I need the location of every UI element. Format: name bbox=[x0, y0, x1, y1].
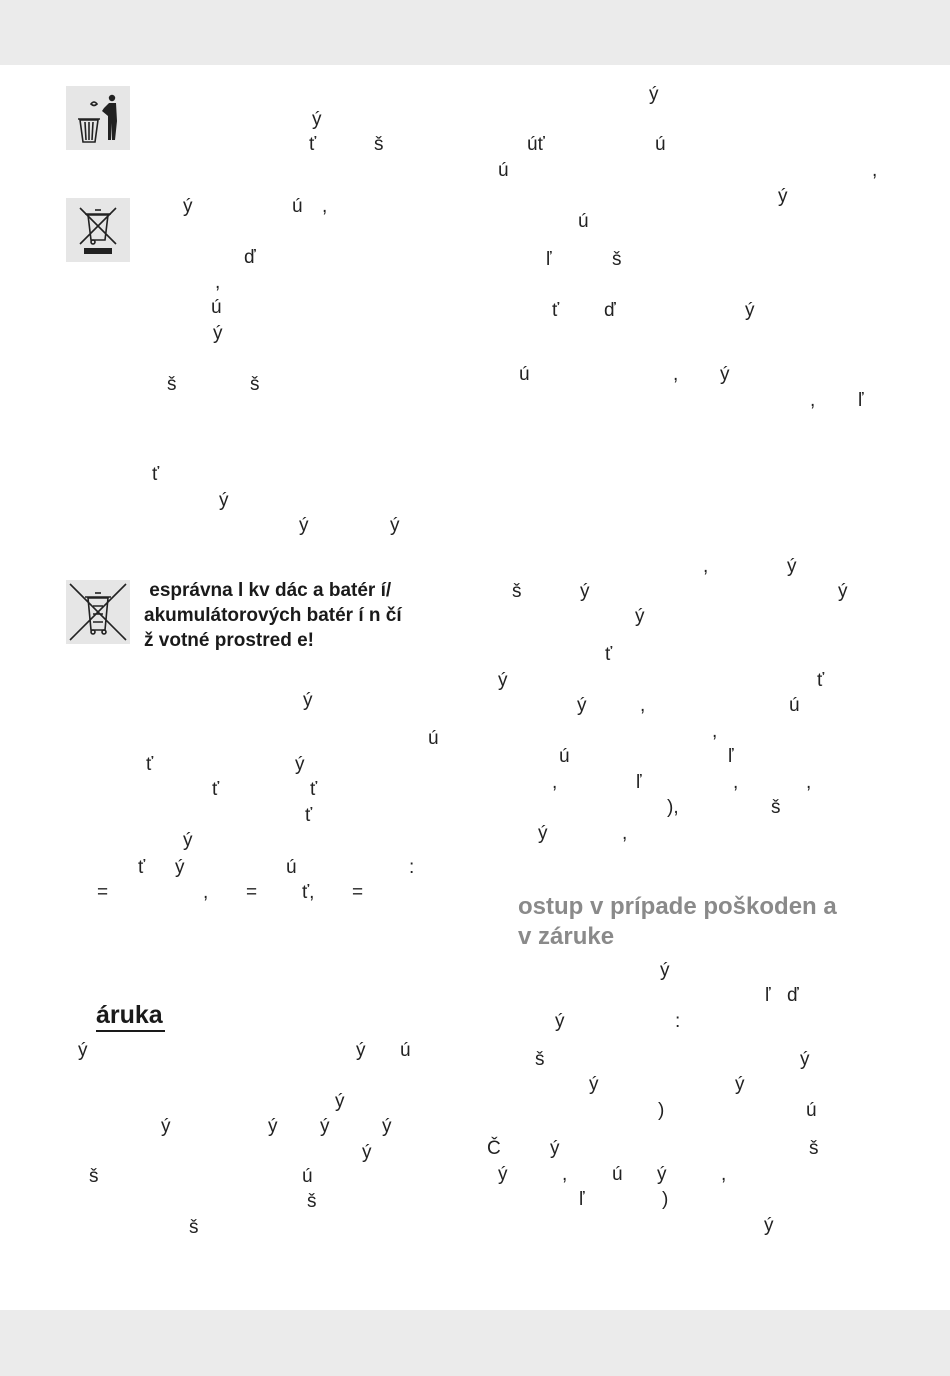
text-fragment: , bbox=[640, 695, 646, 716]
text-fragment: ý bbox=[335, 1091, 345, 1112]
text-fragment: ý bbox=[635, 606, 645, 627]
text-fragment: , bbox=[562, 1164, 568, 1185]
text-fragment: ý bbox=[175, 857, 185, 878]
text-fragment: , bbox=[703, 556, 709, 577]
text-fragment: š bbox=[250, 374, 260, 395]
text-fragment: ý bbox=[183, 830, 193, 851]
text-fragment: ľ bbox=[546, 249, 552, 270]
text-fragment: ý bbox=[268, 1116, 278, 1137]
text-fragment: ý bbox=[498, 1164, 508, 1185]
text-fragment: ť bbox=[310, 779, 318, 800]
text-fragment: ú bbox=[655, 134, 666, 155]
text-fragment: ý bbox=[735, 1074, 745, 1095]
crossed-out-wheelie-bin-icon bbox=[66, 198, 130, 262]
text-fragment: ), bbox=[667, 797, 679, 818]
text-fragment: ý bbox=[356, 1040, 366, 1061]
text-fragment: , bbox=[673, 364, 679, 385]
text-fragment: ť bbox=[605, 644, 613, 665]
text-fragment: ý bbox=[362, 1142, 372, 1163]
text-fragment: ý bbox=[838, 581, 848, 602]
tidyman-recycle-icon bbox=[66, 86, 130, 150]
text-fragment: , bbox=[872, 160, 878, 181]
text-fragment: š bbox=[809, 1138, 819, 1159]
text-fragment: ý bbox=[78, 1040, 88, 1061]
text-fragment: ý bbox=[538, 823, 548, 844]
text-fragment: = bbox=[97, 882, 109, 903]
footer-band bbox=[0, 1310, 950, 1376]
text-fragment: ý bbox=[657, 1164, 667, 1185]
warning-line: ž votné prostred e! bbox=[144, 630, 314, 651]
text-fragment: ý bbox=[299, 515, 309, 536]
text-fragment: , bbox=[721, 1164, 727, 1185]
text-fragment: ý bbox=[382, 1116, 392, 1137]
header-band bbox=[0, 0, 950, 65]
text-fragment: š bbox=[167, 374, 177, 395]
text-fragment: ý bbox=[498, 670, 508, 691]
text-fragment: , bbox=[806, 772, 812, 793]
text-fragment: ď bbox=[604, 300, 616, 321]
text-fragment: , bbox=[622, 823, 628, 844]
text-fragment: ý bbox=[303, 690, 313, 711]
text-fragment: , bbox=[712, 721, 718, 742]
text-fragment: ď bbox=[787, 985, 799, 1006]
text-fragment: ť, bbox=[302, 882, 315, 903]
text-fragment: ý bbox=[660, 960, 670, 981]
text-fragment: ý bbox=[589, 1074, 599, 1095]
text-fragment: ý bbox=[390, 515, 400, 536]
text-fragment: ľ bbox=[858, 390, 864, 411]
battery-warning bbox=[144, 578, 444, 653]
text-fragment: ť bbox=[138, 857, 146, 878]
heading-line: ostup v prípade poškoden a bbox=[518, 893, 837, 920]
text-fragment: ) bbox=[658, 1100, 665, 1121]
text-fragment: , bbox=[203, 882, 209, 903]
text-fragment: š bbox=[89, 1166, 99, 1187]
text-fragment: ý bbox=[764, 1215, 774, 1236]
text-fragment: Č bbox=[487, 1138, 501, 1159]
text-fragment: ť bbox=[152, 464, 160, 485]
text-fragment: , bbox=[322, 196, 328, 217]
text-fragment: ú bbox=[286, 857, 297, 878]
text-fragment: ľ bbox=[765, 985, 771, 1006]
text-fragment: š bbox=[189, 1217, 199, 1238]
text-fragment: š bbox=[535, 1049, 545, 1070]
text-fragment: ť bbox=[305, 805, 313, 826]
text-fragment: ť bbox=[212, 779, 220, 800]
warning-line: esprávna l kv dác a batér í/ bbox=[144, 580, 392, 601]
text-fragment: ú bbox=[578, 211, 589, 232]
text-fragment: ť bbox=[309, 134, 317, 155]
text-fragment: ú bbox=[789, 695, 800, 716]
text-fragment: š bbox=[771, 797, 781, 818]
text-fragment: ú bbox=[428, 728, 439, 749]
text-fragment: úť bbox=[527, 134, 545, 155]
text-fragment: ú bbox=[559, 746, 570, 767]
text-fragment: , bbox=[733, 772, 739, 793]
text-fragment: ť bbox=[552, 300, 560, 321]
text-fragment: ú bbox=[400, 1040, 411, 1061]
text-fragment: : bbox=[675, 1011, 681, 1032]
warning-line: akumulátorových batér í n čí bbox=[144, 605, 402, 626]
warranty-heading: áruka bbox=[96, 1000, 165, 1032]
crossed-out-battery-bin-icon bbox=[66, 580, 130, 644]
text-fragment: š bbox=[374, 134, 384, 155]
text-fragment: š bbox=[612, 249, 622, 270]
heading-line: v záruke bbox=[518, 923, 615, 950]
text-fragment: ľ bbox=[579, 1189, 585, 1210]
text-fragment: ý bbox=[320, 1116, 330, 1137]
text-fragment: ý bbox=[778, 186, 788, 207]
text-fragment: ľ bbox=[728, 746, 734, 767]
text-fragment: ý bbox=[649, 84, 659, 105]
text-fragment: , bbox=[215, 272, 221, 293]
text-fragment: ú bbox=[519, 364, 530, 385]
text-fragment: ú bbox=[292, 196, 303, 217]
text-fragment: ý bbox=[580, 581, 590, 602]
damage-procedure-heading bbox=[518, 892, 837, 952]
text-fragment: ý bbox=[219, 490, 229, 511]
text-fragment: ý bbox=[577, 695, 587, 716]
text-fragment: ú bbox=[612, 1164, 623, 1185]
text-fragment: = bbox=[246, 882, 258, 903]
text-fragment: ý bbox=[213, 323, 223, 344]
text-fragment: š bbox=[307, 1191, 317, 1212]
text-fragment: š bbox=[512, 581, 522, 602]
text-fragment: ť bbox=[146, 754, 154, 775]
text-fragment: ú bbox=[498, 160, 509, 181]
text-fragment: ý bbox=[800, 1049, 810, 1070]
text-fragment: , bbox=[552, 772, 558, 793]
text-fragment: ď bbox=[244, 247, 256, 268]
text-fragment: ý bbox=[161, 1116, 171, 1137]
text-fragment: = bbox=[352, 882, 364, 903]
text-fragment: ý bbox=[555, 1011, 565, 1032]
text-fragment: ť bbox=[817, 670, 825, 691]
text-fragment: ý bbox=[183, 196, 193, 217]
text-fragment: : bbox=[409, 857, 415, 878]
text-fragment: ú bbox=[211, 297, 222, 318]
text-fragment: ý bbox=[720, 364, 730, 385]
text-fragment: ý bbox=[550, 1138, 560, 1159]
text-fragment: ý bbox=[787, 556, 797, 577]
text-fragment: ) bbox=[662, 1189, 669, 1210]
text-fragment: ľ bbox=[636, 772, 642, 793]
text-fragment: ý bbox=[295, 754, 305, 775]
text-fragment: ý bbox=[312, 109, 322, 130]
text-fragment: ý bbox=[745, 300, 755, 321]
text-fragment: ú bbox=[806, 1100, 817, 1121]
text-fragment: , bbox=[810, 390, 816, 411]
text-fragment: ú bbox=[302, 1166, 313, 1187]
